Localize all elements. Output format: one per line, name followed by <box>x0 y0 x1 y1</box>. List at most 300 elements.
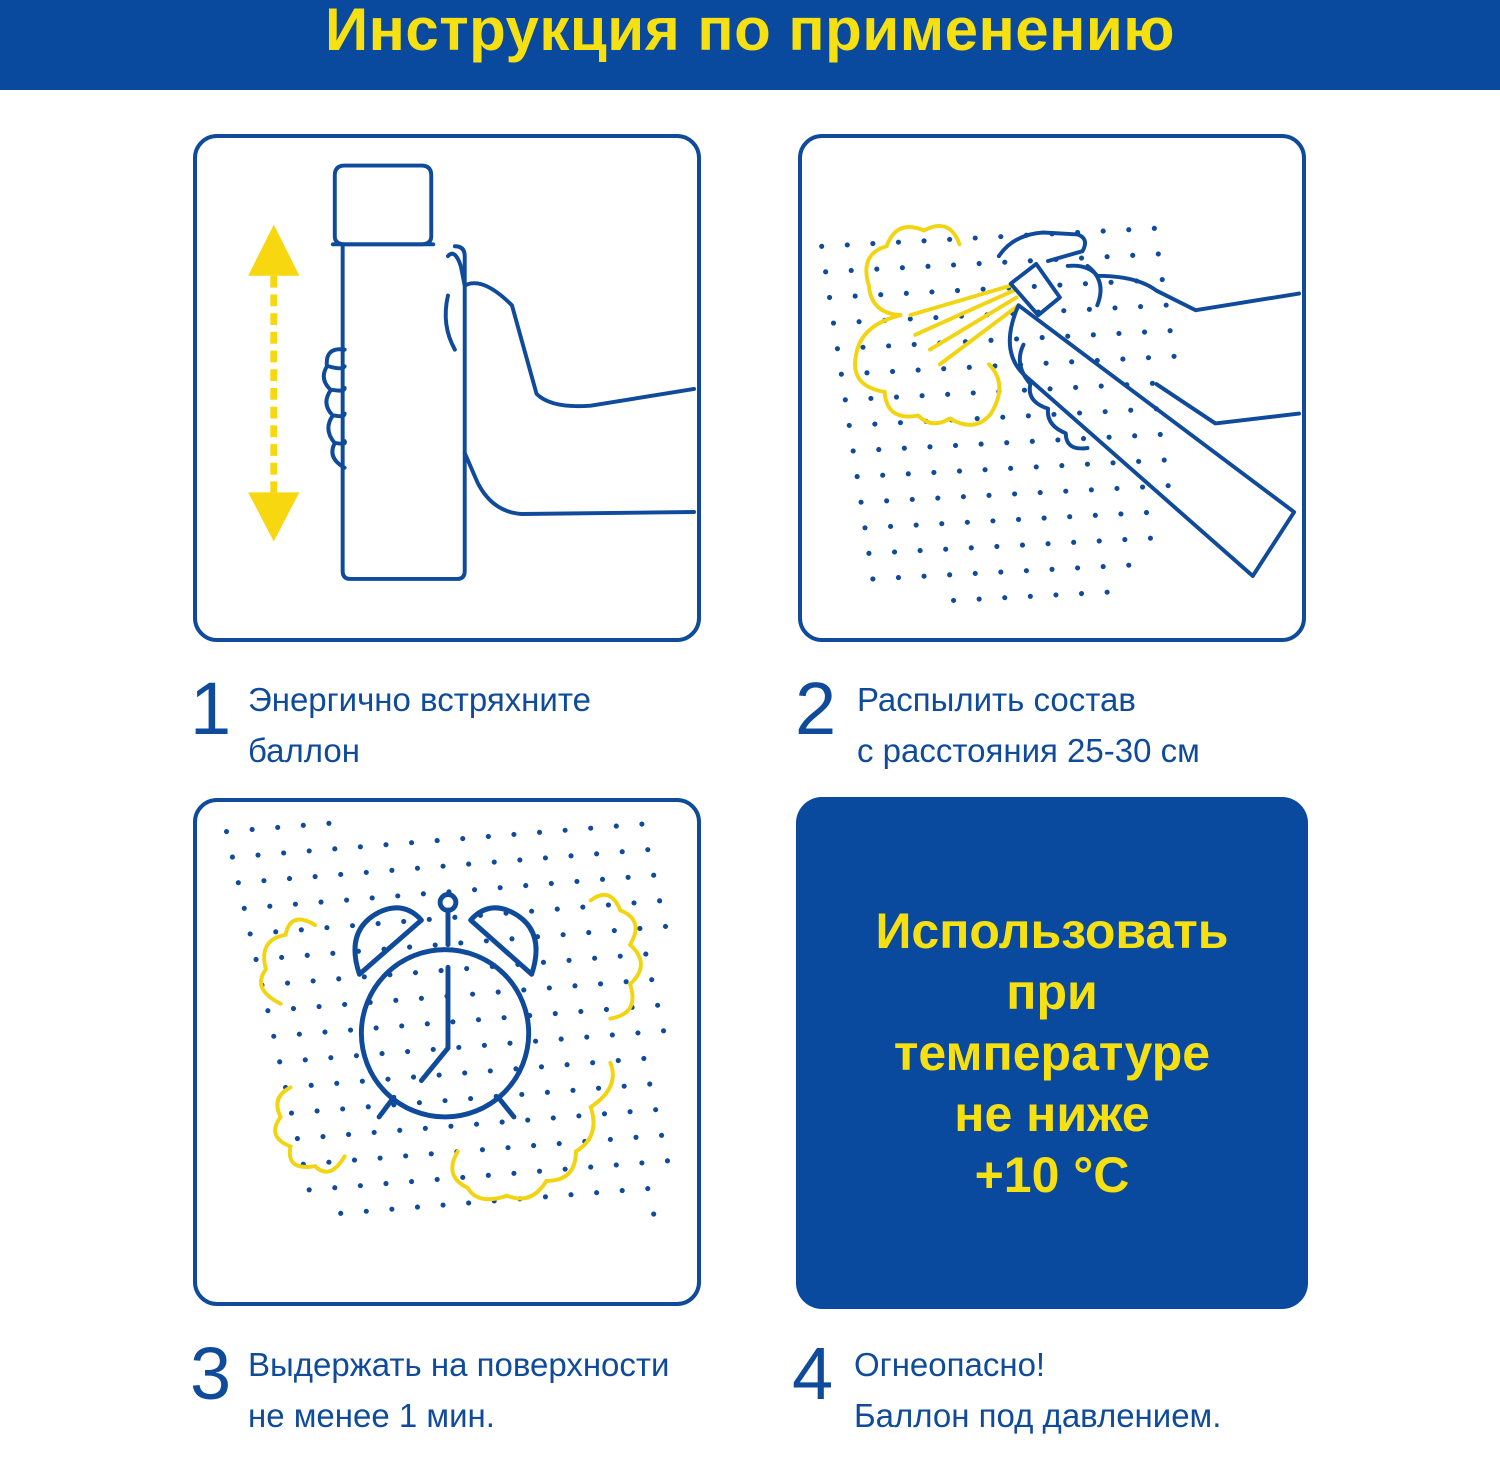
decor-dot <box>301 823 306 828</box>
decor-dot <box>939 521 944 526</box>
decor-dot <box>456 1045 461 1050</box>
spraying-can-icon <box>802 138 1302 638</box>
decor-dot <box>1079 591 1084 596</box>
decor-dot <box>415 866 420 871</box>
decor-dot <box>224 829 229 834</box>
decor-dot <box>1073 385 1078 390</box>
decor-dot <box>523 883 528 888</box>
decor-dot <box>338 872 343 877</box>
decor-dot <box>858 500 863 505</box>
decor-dot <box>639 1160 644 1165</box>
decor-dot <box>1122 537 1127 542</box>
decor-dot <box>645 1186 650 1191</box>
decor-dot <box>622 1084 627 1089</box>
decor-dot <box>862 525 867 530</box>
decor-dot <box>551 1115 556 1120</box>
decor-dot <box>872 421 877 426</box>
decor-dot <box>529 909 534 914</box>
decor-dot <box>594 1190 599 1195</box>
decor-dot <box>943 547 948 552</box>
decor-dot <box>423 1126 428 1131</box>
decor-dot <box>1099 383 1104 388</box>
decor-dot <box>431 1047 436 1052</box>
decor-dot <box>277 1059 282 1064</box>
temperature-warning-text: Использовать при температуре не ниже +10 °C <box>875 902 1229 1203</box>
decor-dot <box>466 1200 471 1205</box>
decor-dot <box>521 987 526 992</box>
decor-dot <box>631 900 636 905</box>
decor-dot <box>336 976 341 981</box>
decor-dot <box>405 1049 410 1054</box>
decor-dot <box>1166 483 1171 488</box>
decor-dot <box>1000 415 1005 420</box>
decor-dot <box>279 955 284 960</box>
decor-dot <box>372 1130 377 1135</box>
decor-dot <box>429 1151 434 1156</box>
step-3 <box>190 1332 670 1441</box>
decor-dot <box>1171 354 1176 359</box>
decor-dot <box>637 926 642 931</box>
decor-dot <box>894 394 899 399</box>
decor-dot <box>1079 256 1084 261</box>
decor-dot <box>641 1056 646 1061</box>
decor-dot <box>1042 516 1047 521</box>
decor-dot <box>348 1027 353 1032</box>
decor-dot <box>977 261 982 266</box>
decor-dot <box>988 338 993 343</box>
decor-dot <box>655 1003 660 1008</box>
decor-dot <box>344 897 349 902</box>
decor-dot <box>507 1041 512 1046</box>
decor-dot <box>395 893 400 898</box>
decor-dot <box>1028 594 1033 599</box>
decor-dot <box>886 343 891 348</box>
decor-dot <box>496 990 501 995</box>
decor-dot <box>362 974 367 979</box>
decor-dot <box>896 575 901 580</box>
decor-dot <box>332 846 337 851</box>
decor-dot <box>555 907 560 912</box>
decor-dot <box>1055 437 1060 442</box>
decor-dot <box>441 864 446 869</box>
decor-dot <box>616 1058 621 1063</box>
decor-dot <box>486 834 491 839</box>
decor-dot <box>983 467 988 472</box>
decor-dot <box>462 1070 467 1075</box>
decor-dot <box>1148 536 1153 541</box>
decor-dot <box>566 958 571 963</box>
decor-dot <box>1028 258 1033 263</box>
decor-dot <box>864 370 869 375</box>
decor-dot <box>1144 510 1149 515</box>
decor-dot <box>543 1194 548 1199</box>
decor-dot <box>1128 408 1133 413</box>
decor-dot <box>1160 277 1165 282</box>
decor-dot <box>874 267 879 272</box>
decor-dot <box>1126 563 1131 568</box>
decor-dot <box>385 1077 390 1082</box>
decor-dot <box>588 1165 593 1170</box>
step-number: 4 <box>792 1332 834 1415</box>
decor-dot <box>955 288 960 293</box>
decor-dot <box>935 495 940 500</box>
decor-dot <box>265 1008 270 1013</box>
decor-dot <box>645 847 650 852</box>
decor-dot <box>614 1162 619 1167</box>
decor-dot <box>397 1128 402 1133</box>
decor-dot <box>466 862 471 867</box>
decor-dot <box>853 294 858 299</box>
decor-dot <box>1150 381 1155 386</box>
decor-dot <box>253 957 258 962</box>
decor-dot <box>941 366 946 371</box>
decor-dot <box>460 836 465 841</box>
decor-dot <box>275 825 280 830</box>
header-banner <box>0 0 1500 90</box>
decor-dot <box>827 295 832 300</box>
decor-dot <box>330 951 335 956</box>
decor-dot <box>315 1108 320 1113</box>
decor-dot <box>998 569 1003 574</box>
decor-dot <box>965 520 970 525</box>
decor-dot <box>468 1096 473 1101</box>
decor-dot <box>255 852 260 857</box>
decor-dot <box>1012 491 1017 496</box>
decor-dot <box>360 1079 365 1084</box>
decor-dot <box>383 1181 388 1186</box>
decor-dot <box>352 1158 357 1163</box>
decor-dot <box>1024 568 1029 573</box>
decor-dot <box>590 1060 595 1065</box>
decor-dot <box>1020 543 1025 548</box>
decor-dot <box>1093 513 1098 518</box>
decor-dot <box>511 832 516 837</box>
decor-dot <box>346 1132 351 1137</box>
decor-dot <box>502 1015 507 1020</box>
decor-dot <box>608 1137 613 1142</box>
decor-dot <box>533 1039 538 1044</box>
decor-dot <box>273 929 278 934</box>
decor-dot <box>967 365 972 370</box>
decor-dot <box>435 1177 440 1182</box>
decor-dot <box>553 1011 558 1016</box>
decor-dot <box>1130 253 1135 258</box>
decor-dot <box>1107 435 1112 440</box>
decor-dot <box>860 345 865 350</box>
decor-dot <box>572 983 577 988</box>
decor-dot <box>326 1160 331 1165</box>
decor-dot <box>1114 486 1119 491</box>
decor-dot <box>576 1113 581 1118</box>
decor-dot <box>476 1017 481 1022</box>
decor-dot <box>626 875 631 880</box>
decor-dot <box>1126 227 1131 232</box>
decor-dot <box>537 830 542 835</box>
decor-dot <box>1051 412 1056 417</box>
decor-dot <box>448 1124 453 1129</box>
decor-dot <box>498 885 503 890</box>
decor-dot <box>639 821 644 826</box>
decor-dot <box>971 390 976 395</box>
decor-dot <box>295 1136 300 1141</box>
decor-dot <box>1091 332 1096 337</box>
decor-dot <box>285 980 290 985</box>
decor-dot <box>413 970 418 975</box>
decor-dot <box>876 447 881 452</box>
decor-dot <box>649 977 654 982</box>
decor-dot <box>409 1179 414 1184</box>
decor-dot <box>261 878 266 883</box>
decor-dot <box>880 473 885 478</box>
decor-dot <box>665 1158 670 1163</box>
decor-dot <box>358 1183 363 1188</box>
decor-dot <box>1136 459 1141 464</box>
decor-dot <box>1142 330 1147 335</box>
decor-dot <box>1081 436 1086 441</box>
step-text: Энергично встряхните баллон <box>248 681 591 769</box>
decor-dot <box>1152 226 1157 231</box>
decor-dot <box>604 1007 609 1012</box>
shaking-can-icon <box>197 138 697 638</box>
decor-dot <box>539 1064 544 1069</box>
decor-dot <box>289 1110 294 1115</box>
decor-dot <box>439 968 444 973</box>
decor-dot <box>281 850 286 855</box>
decor-dot <box>651 873 656 878</box>
decor-dot <box>1089 487 1094 492</box>
decor-dot <box>474 1122 479 1127</box>
decor-dot <box>981 287 986 292</box>
decor-dot <box>1057 282 1062 287</box>
decor-dot <box>320 1134 325 1139</box>
decor-dot <box>843 397 848 402</box>
decor-dot <box>378 1155 383 1160</box>
decor-dot <box>472 887 477 892</box>
decor-dot <box>851 448 856 453</box>
decor-dot <box>358 844 363 849</box>
decor-dot <box>918 548 923 553</box>
decor-dot <box>334 1081 339 1086</box>
decor-dot <box>1034 464 1039 469</box>
decor-dot <box>1038 490 1043 495</box>
decor-dot <box>417 1100 422 1105</box>
decor-dot <box>653 1107 658 1112</box>
decor-dot <box>628 1109 633 1114</box>
decor-dot <box>1002 260 1007 265</box>
decor-dot <box>271 1034 276 1039</box>
decor-dot <box>435 838 440 843</box>
decor-dot <box>1140 484 1145 489</box>
decor-dot <box>297 1032 302 1037</box>
decor-dot <box>921 574 926 579</box>
decor-dot <box>309 1083 314 1088</box>
decor-dot <box>561 932 566 937</box>
decor-dot <box>912 342 917 347</box>
decor-dot <box>596 1086 601 1091</box>
decor-dot <box>1075 565 1080 570</box>
decor-dot <box>482 1043 487 1048</box>
decor-dot <box>486 1173 491 1178</box>
decor-dot <box>242 906 247 911</box>
decor-dot <box>1065 334 1070 339</box>
decor-dot <box>580 904 585 909</box>
decor-dot <box>340 1106 345 1111</box>
decor-dot <box>1101 229 1106 234</box>
decor-dot <box>433 942 438 947</box>
decor-dot <box>342 1002 347 1007</box>
decor-dot <box>370 895 375 900</box>
decor-dot <box>620 1188 625 1193</box>
decor-dot <box>866 551 871 556</box>
decor-dot <box>565 1062 570 1067</box>
decor-dot <box>914 522 919 527</box>
decor-dot <box>610 1032 615 1037</box>
decor-dot <box>450 1019 455 1024</box>
decor-dot <box>831 320 836 325</box>
temperature-warning-panel <box>796 797 1308 1309</box>
decor-dot <box>305 953 310 958</box>
decor-dot <box>1046 541 1051 546</box>
decor-dot <box>326 821 331 826</box>
decor-dot <box>492 859 497 864</box>
decor-dot <box>588 826 593 831</box>
decor-dot <box>1164 303 1169 308</box>
decor-dot <box>250 827 255 832</box>
decor-dot <box>975 416 980 421</box>
step-number: 3 <box>190 1332 232 1415</box>
decor-dot <box>1116 331 1121 336</box>
step-number: 1 <box>190 667 232 750</box>
decor-dot <box>1061 308 1066 313</box>
decor-dot <box>1105 254 1110 259</box>
panel-shake <box>193 134 701 642</box>
decor-dot <box>549 881 554 886</box>
decor-dot <box>651 1212 656 1217</box>
decor-dot <box>1087 307 1092 312</box>
decor-dot <box>1049 567 1054 572</box>
decor-dot <box>403 1153 408 1158</box>
decor-dot <box>1118 511 1123 516</box>
decor-dot <box>921 238 926 243</box>
decor-dot <box>313 874 318 879</box>
decor-dot <box>1085 462 1090 467</box>
decor-dot <box>1040 335 1045 340</box>
decor-dot <box>633 1135 638 1140</box>
decor-dot <box>1002 595 1007 600</box>
decor-dot <box>929 289 934 294</box>
decor-dot <box>1016 517 1021 522</box>
decor-dot <box>1004 440 1009 445</box>
decor-dot <box>951 262 956 267</box>
decor-dot <box>458 940 463 945</box>
decor-dot <box>606 902 611 907</box>
decor-dot <box>620 849 625 854</box>
decor-dot <box>1047 386 1052 391</box>
decor-dot <box>374 1025 379 1030</box>
decor-dot <box>568 1192 573 1197</box>
decor-dot <box>647 1082 652 1087</box>
decor-dot <box>393 998 398 1003</box>
step-text: Распылить состав с расстояния 25-30 см <box>857 681 1200 769</box>
decor-dot <box>332 1185 337 1190</box>
decor-dot <box>1067 514 1072 519</box>
decor-dot <box>1083 281 1088 286</box>
decor-dot <box>973 571 978 576</box>
decor-dot <box>1044 361 1049 366</box>
decor-dot <box>1022 388 1027 393</box>
decor-dot <box>904 291 909 296</box>
decor-dot <box>659 1133 664 1138</box>
decor-dot <box>1059 463 1064 468</box>
step-2 <box>795 667 1200 776</box>
decor-dot <box>618 954 623 959</box>
decor-dot <box>906 471 911 476</box>
decor-dot <box>1097 538 1102 543</box>
step-text: Выдержать на поверхности не менее 1 мин. <box>248 1346 670 1434</box>
decor-dot <box>299 927 304 932</box>
decor-dot <box>1071 540 1076 545</box>
decor-dot <box>870 576 875 581</box>
decor-dot <box>322 1030 327 1035</box>
decor-dot <box>563 1167 568 1172</box>
decor-dot <box>509 936 514 941</box>
decor-dot <box>248 931 253 936</box>
decor-dot <box>464 966 469 971</box>
decor-dot <box>500 1120 505 1125</box>
decor-dot <box>427 917 432 922</box>
decor-dot <box>407 945 412 950</box>
decor-dot <box>977 596 982 601</box>
decor-dot <box>884 498 889 503</box>
decor-dot <box>931 470 936 475</box>
decor-dot <box>419 996 424 1001</box>
alarm-clock-icon <box>197 802 697 1302</box>
decor-dot <box>411 1075 416 1080</box>
decor-dot <box>421 891 426 896</box>
decor-dot <box>267 904 272 909</box>
page-title: Инструкция по применению <box>325 0 1175 63</box>
decor-dot <box>1132 433 1137 438</box>
decor-dot <box>961 494 966 499</box>
decor-dot <box>1101 564 1106 569</box>
decor-dot <box>598 981 603 986</box>
decor-dot <box>511 1171 516 1176</box>
decor-dot <box>578 1009 583 1014</box>
decor-dot <box>441 1202 446 1207</box>
decor-dot <box>537 1169 542 1174</box>
decor-dot <box>1026 413 1031 418</box>
decor-dot <box>399 1023 404 1028</box>
panel-wait <box>193 798 701 1306</box>
decor-dot <box>350 923 355 928</box>
decor-dot <box>376 921 381 926</box>
decor-dot <box>957 469 962 474</box>
decor-dot <box>945 392 950 397</box>
decor-dot <box>409 840 414 845</box>
decor-dot <box>559 1037 564 1042</box>
decor-dot <box>354 1053 359 1058</box>
decor-dot <box>557 1141 562 1146</box>
decor-dot <box>324 925 329 930</box>
decor-dot <box>1053 592 1058 597</box>
decor-dot <box>543 855 548 860</box>
decor-dot <box>643 952 648 957</box>
decor-dot <box>953 443 958 448</box>
decor-dot <box>338 1211 343 1216</box>
decor-dot <box>1146 355 1151 360</box>
decor-dot <box>570 1088 575 1093</box>
decor-dot <box>1032 284 1037 289</box>
